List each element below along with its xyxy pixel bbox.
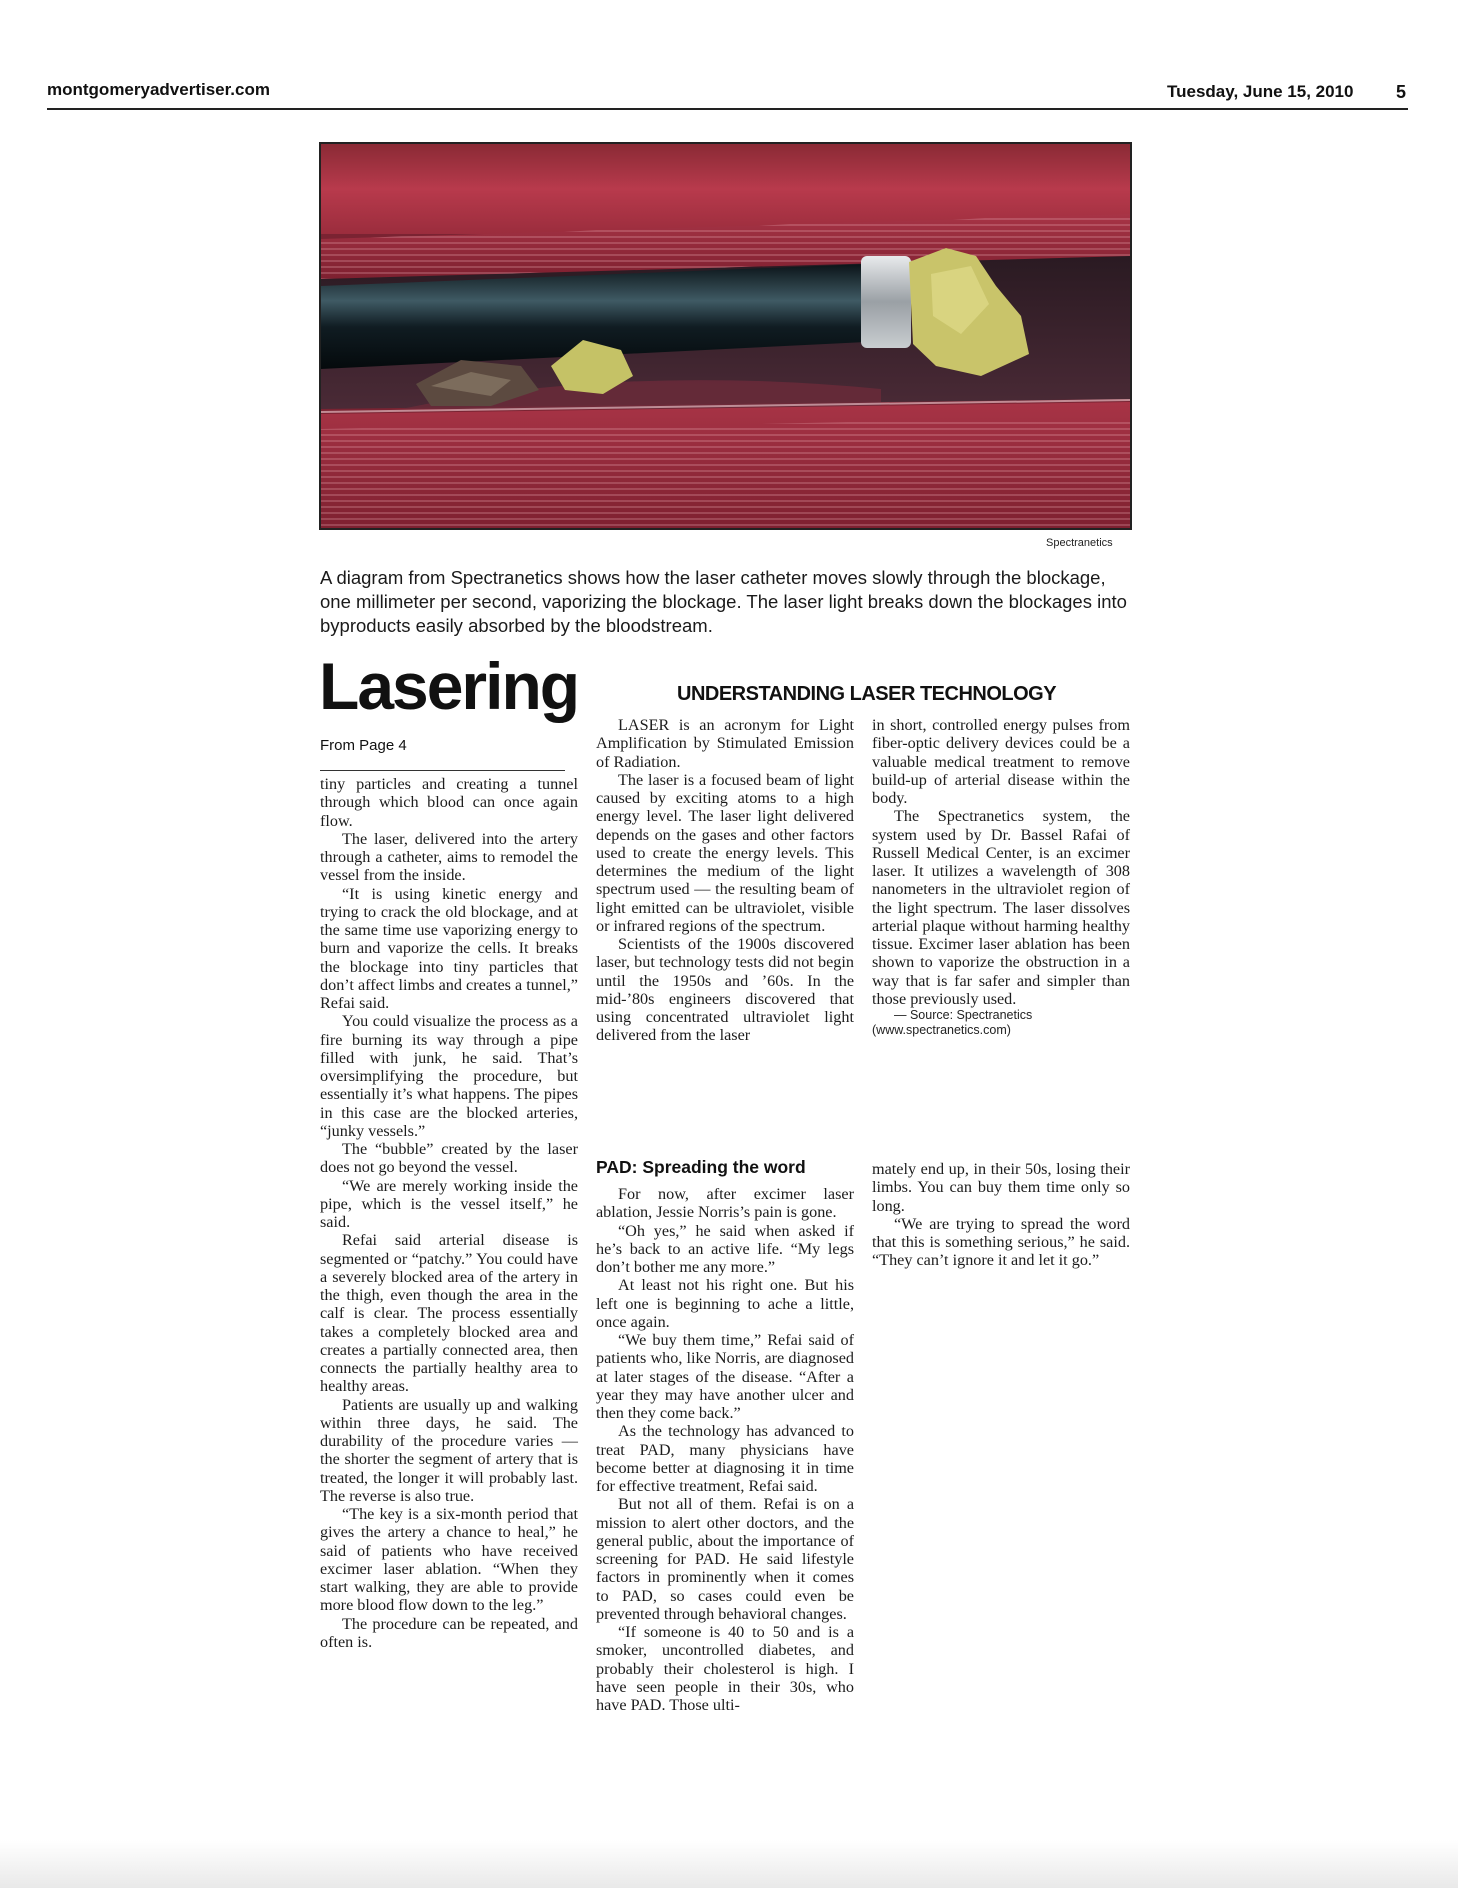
paragraph: You could visualize the process as a fire burning its way through a pipe filled with junk, he said. That’s oversimplifying the procedure, but essentially it’s what happens. The pipes in this case are the blocked arteries, “junky vessels.” <box>320 1012 578 1140</box>
page-number: 5 <box>1396 82 1407 102</box>
paragraph: tiny particles and creating a tunnel through which blood can once again flow. <box>320 775 578 830</box>
paragraph: “We are trying to spread the word that this is something serious,” he said. “They can’t ignore it and let it go.” <box>872 1214 1130 1270</box>
sidebar-column-2 <box>872 716 1130 1038</box>
paragraph: in short, controlled energy pulses from fiber-optic delivery devices could be a valuable medical treatment to remove build-up of arterial disease within the body. <box>872 716 1130 807</box>
pad-column-2 <box>872 1160 1130 1270</box>
paragraph: Refai said arterial disease is segmented or “patchy.” You could have a severely blocked area of the artery in the thigh, even though the area in the calf is clear. The process essentially takes a completely blocked area and creates a partially connected area, then connects the partially healthy area to healthy areas. <box>320 1231 578 1396</box>
sidebar-column-1 <box>596 716 854 1045</box>
pad-section-title: PAD: Spreading the word <box>596 1157 806 1177</box>
paragraph: “The key is a six-month period that gives the artery a chance to heal,” he said of patients who have received excimer laser ablation. “When they start walking, they are able to provide more blood flow down to the leg.” <box>320 1505 578 1615</box>
paragraph: The Spectranetics system, the system used by Dr. Bassel Rafai of Russell Medical Center, is an excimer laser. It utilizes a wavelength of 308 nanometers in the ultraviolet region of the light spectrum. The laser dissolves arterial plaque without harming healthy tissue. Excimer laser ablation has been shown to vaporize the obstruction in a way that is far safer and simpler than those previously used. <box>872 807 1130 1008</box>
paragraph: But not all of them. Refai is on a mission to alert other doctors, and the general public, about the importance of screening for PAD. He said lifestyle factors in prominently when it comes to PAD, so cases could even be prevented through behavioral changes. <box>596 1495 854 1623</box>
paragraph: “If someone is 40 to 50 and is a smoker, uncontrolled diabetes, and probably their cholesterol is high. I have seen people in their 30s, who have PAD. Those ulti- <box>596 1623 854 1714</box>
paragraph: mately end up, in their 50s, losing their limbs. You can buy them time only so long. <box>872 1160 1130 1215</box>
paragraph: Patients are usually up and walking within three days, he said. The durability of the procedure varies — the shorter the segment of artery that is treated, the longer it will probably last. The reverse is also true. <box>320 1395 578 1505</box>
paragraph: “We are merely working inside the pipe, which is the vessel itself,” he said. <box>320 1176 578 1231</box>
paragraph: The laser, delivered into the artery through a catheter, aims to remodel the vessel from the inside. <box>320 829 578 885</box>
photo-caption: A diagram from Spectranetics shows how the laser catheter moves slowly through the blockage, one millimeter per second, vaporizing the blockage. The laser light breaks down the blockages into byproducts easily absorbed by the bloodstream. <box>320 567 1127 636</box>
paragraph: “We buy them time,” Refai said of patients who, like Norris, are diagnosed at later stages of the disease. “After a year they may have another ulcer and then they come back.” <box>596 1331 854 1422</box>
paragraph: “Oh yes,” he said when asked if he’s back to an active life. “My legs don’t bother me any more.” <box>596 1221 854 1276</box>
paragraph: The “bubble” created by the laser does not go beyond the vessel. <box>320 1140 578 1177</box>
sidebar-title: UNDERSTANDING LASER TECHNOLOGY <box>677 683 1057 705</box>
sidebar-source: — Source: Spectranetics (www.spectranetics.com) <box>872 1008 1033 1037</box>
continued-from-label: From Page 4 <box>320 737 407 754</box>
issue-date: Tuesday, June 15, 2010 <box>1167 82 1354 101</box>
paragraph: For now, after excimer laser ablation, Jessie Norris’s pain is gone. <box>596 1185 854 1222</box>
photo-credit: Spectranetics <box>1046 537 1113 549</box>
story-column-1 <box>320 775 578 1651</box>
pad-column-1 <box>596 1185 854 1714</box>
headline-rule <box>320 770 565 771</box>
paragraph: LASER is an acronym for Light Amplification by Stimulated Emission of Radiation. <box>596 716 854 771</box>
header-rule <box>47 108 1408 110</box>
catheter-diagram-image <box>319 142 1132 530</box>
paragraph: The laser is a focused beam of light caused by exciting atoms to a high energy level. The laser light delivered depends on the gases and other factors used to create the energy levels. This determines the medium of the light spectrum used — the resulting beam of light emitted can be ultraviolet, visible or infrared regions of the spectrum. <box>596 770 854 935</box>
paragraph: Scientists of the 1900s discovered laser, but technology tests did not begin until the 1950s and ’60s. In the mid-’80s engineers discovered that using concentrated ultraviolet light delivered from the laser <box>596 935 854 1045</box>
paragraph: At least not his right one. But his left one is beginning to ache a little, once again. <box>596 1276 854 1331</box>
headline: Lasering <box>319 649 579 723</box>
site-name: montgomeryadvertiser.com <box>47 80 270 99</box>
scan-shadow <box>0 1840 1458 1888</box>
artery-illustration <box>321 144 1130 528</box>
paragraph: “It is using kinetic energy and trying to crack the old blockage, and at the same time use vaporizing energy to burn and vaporize the cells. It breaks the blockage into tiny particles that don’t affect limbs and creates a tunnel,” Refai said. <box>320 884 578 1012</box>
paragraph: As the technology has advanced to treat PAD, many physicians have become better at diagnosing it in time for effective treatment, Refai said. <box>596 1422 854 1495</box>
paragraph: The procedure can be repeated, and often is. <box>320 1614 578 1651</box>
